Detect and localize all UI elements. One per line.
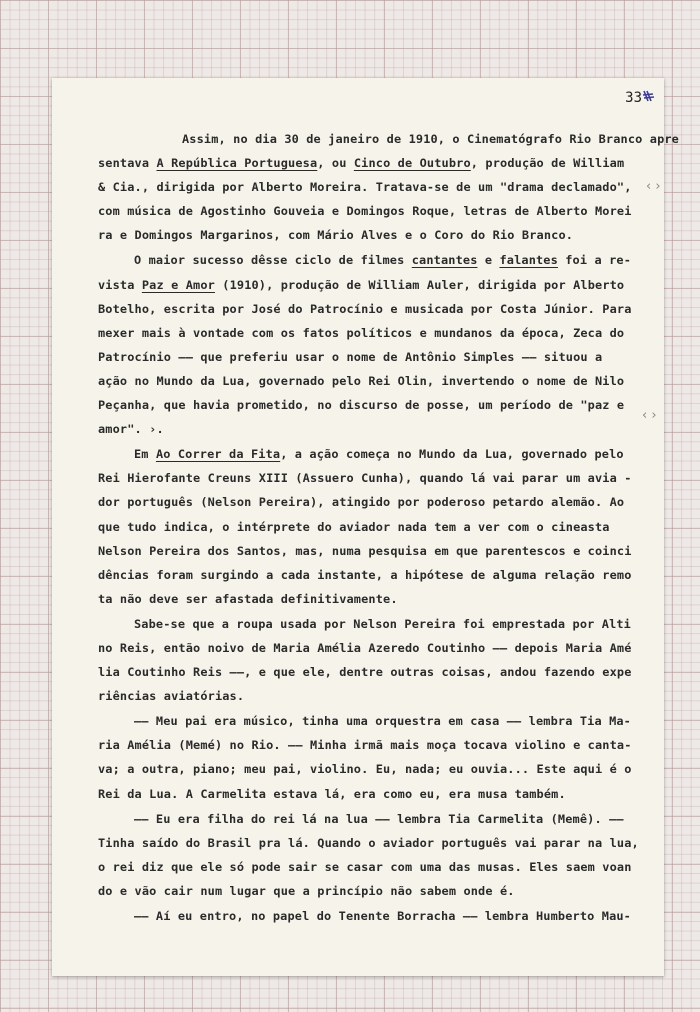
text-run: Sabe-se que a roupa usada por Nelson Pereira foi emprestada por Alti <box>134 616 631 631</box>
text-line <box>98 515 646 539</box>
text-line <box>98 223 646 247</box>
text-line <box>98 321 646 345</box>
text-run: —— Eu era filha do rei lá na lua —— lembra Tia Carmelita (Memê). —— <box>134 811 624 826</box>
text-line <box>98 345 646 369</box>
handwritten-page-mark <box>642 88 658 104</box>
text-run: no Reis, então noivo de Maria Amélia Azeredo Coutinho —— depois Maria Amé <box>98 640 632 655</box>
text-run: Rei Hierofante Creuns XIII (Assuero Cunha), quando lá vai parar um avia - <box>98 471 632 486</box>
text-run: , produção de William <box>470 156 625 171</box>
text-line <box>98 733 646 757</box>
text-run: Rei da Lua. A Carmelita estava lá, era como eu, era musa também. <box>98 786 566 801</box>
text-line <box>98 490 646 514</box>
underlined-title: Cinco de Outubro <box>353 156 471 171</box>
text-line <box>98 273 646 297</box>
text-run: Botelho, escrita por José do Patrocínio e musicada por Costa Júnior. Para <box>98 301 632 316</box>
text-run: ação no Mundo da Lua, governado pelo Rei Olin, invertendo o nome de Nilo <box>98 373 625 388</box>
text-run: ra e Domingos Margarinos, com Mário Alves e o Coro do Rio Branco. <box>98 228 574 243</box>
text-run: dor português (Nelson Pereira), atingido por poderoso petardo alemão. Ao <box>98 495 625 510</box>
text-run: que tudo indica, o intérprete do aviador nada tem a ver com o cineasta <box>98 519 610 534</box>
text-line <box>98 709 646 733</box>
text-line <box>98 660 646 684</box>
text-line <box>98 151 646 175</box>
text-line <box>98 175 646 199</box>
text-line <box>98 757 646 781</box>
text-run: e <box>477 253 500 268</box>
text-run: sentava <box>98 156 157 171</box>
body-text <box>98 127 679 928</box>
text-line <box>98 904 646 928</box>
text-run: —— Aí eu entro, no papel do Tenente Borracha —— lembra Humberto Mau- <box>134 909 631 923</box>
text-line <box>98 684 646 708</box>
text-run: mexer mais à vontade com os fatos políticos e mundanos da época, Zeca do <box>98 325 625 340</box>
text-run: dências foram surgindo a cada instante, a hipótese de alguma relação remo <box>98 567 632 582</box>
underlined-title: cantantes <box>411 253 478 268</box>
text-run: O maior sucesso dêsse ciclo de filmes <box>134 253 412 268</box>
text-run: —— Meu pai era músico, tinha uma orquestra em casa —— lembra Tia Ma- <box>134 714 631 729</box>
text-line <box>98 612 646 636</box>
text-line <box>98 442 646 466</box>
text-line <box>98 297 646 321</box>
text-line <box>98 563 646 587</box>
text-run: lia Coutinho Reis ——, e que ele, dentre outras coisas, andou fazendo expe <box>98 665 632 680</box>
text-line <box>98 417 646 441</box>
text-run: (1910), produção de William Auler, dirigida por Alberto <box>214 277 625 292</box>
text-run: o rei diz que ele só pode sair se casar com uma das musas. Eles saem voan <box>98 859 632 874</box>
text-run: vista <box>98 277 142 292</box>
text-run: Assim, no dia 30 de janeiro de 1910, o Cinematógrafo Rio Branco apre <box>182 132 679 146</box>
text-line <box>98 855 646 879</box>
text-run: & Cia., dirigida por Alberto Moreira. Tratava-se de um "drama declamado", <box>98 180 632 195</box>
text-line <box>98 248 646 272</box>
text-run: , a ação começa no Mundo da Lua, governado pelo <box>280 447 624 462</box>
text-run: , ou <box>317 156 354 171</box>
text-run: Peçanha, que havia prometido, no discurso de posse, um período de "paz e <box>98 398 625 413</box>
underlined-title: Paz e Amor <box>141 277 215 292</box>
text-line <box>98 879 646 903</box>
text-line <box>98 636 646 660</box>
text-run: com música de Agostinho Gouveia e Domingos Roque, letras de Alberto Morei <box>98 204 632 219</box>
text-line <box>98 782 646 806</box>
text-run: do e vão cair num lugar que a princípio não sabem onde é. <box>98 883 515 898</box>
text-line <box>98 831 646 855</box>
text-run: amor". ›. <box>98 422 164 437</box>
text-line <box>98 199 646 223</box>
text-run: Tinha saído do Brasil pra lá. Quando o aviador português vai parar na lua, <box>98 835 639 850</box>
text-run: Patrocínio —— que preferiu usar o nome de Antônio Simples —— situou a <box>98 349 603 364</box>
text-run: va; a outra, piano; meu pai, violino. Eu, nada; eu ouvia... Este aqui é o <box>98 762 632 777</box>
text-run: ta não deve ser afastada definitivamente. <box>98 591 398 606</box>
margin-mark: ‹ › <box>646 179 661 194</box>
text-line <box>98 539 646 563</box>
text-line <box>98 587 646 611</box>
page-number: 33 <box>625 90 642 106</box>
text-run: Nelson Pereira dos Santos, mas, numa pesquisa em que parentescos e coinci <box>98 543 632 558</box>
text-line <box>98 807 646 831</box>
underlined-title: Ao Correr da Fita <box>155 447 281 462</box>
text-run: Em <box>134 447 156 462</box>
text-line <box>98 127 679 151</box>
underlined-title: falantes <box>499 253 558 268</box>
margin-mark: ‹ › <box>642 408 657 423</box>
underlined-title: A República Portuguesa <box>156 156 318 171</box>
text-run: ria Amélia (Memé) no Rio. —— Minha irmã mais moça tocava violino e canta- <box>98 738 632 753</box>
typewritten-page <box>52 78 679 976</box>
text-line <box>98 466 646 490</box>
text-line <box>98 393 646 417</box>
text-line <box>98 369 646 393</box>
text-run: riências aviatórias. <box>98 689 245 704</box>
text-run: foi a re- <box>557 253 632 268</box>
